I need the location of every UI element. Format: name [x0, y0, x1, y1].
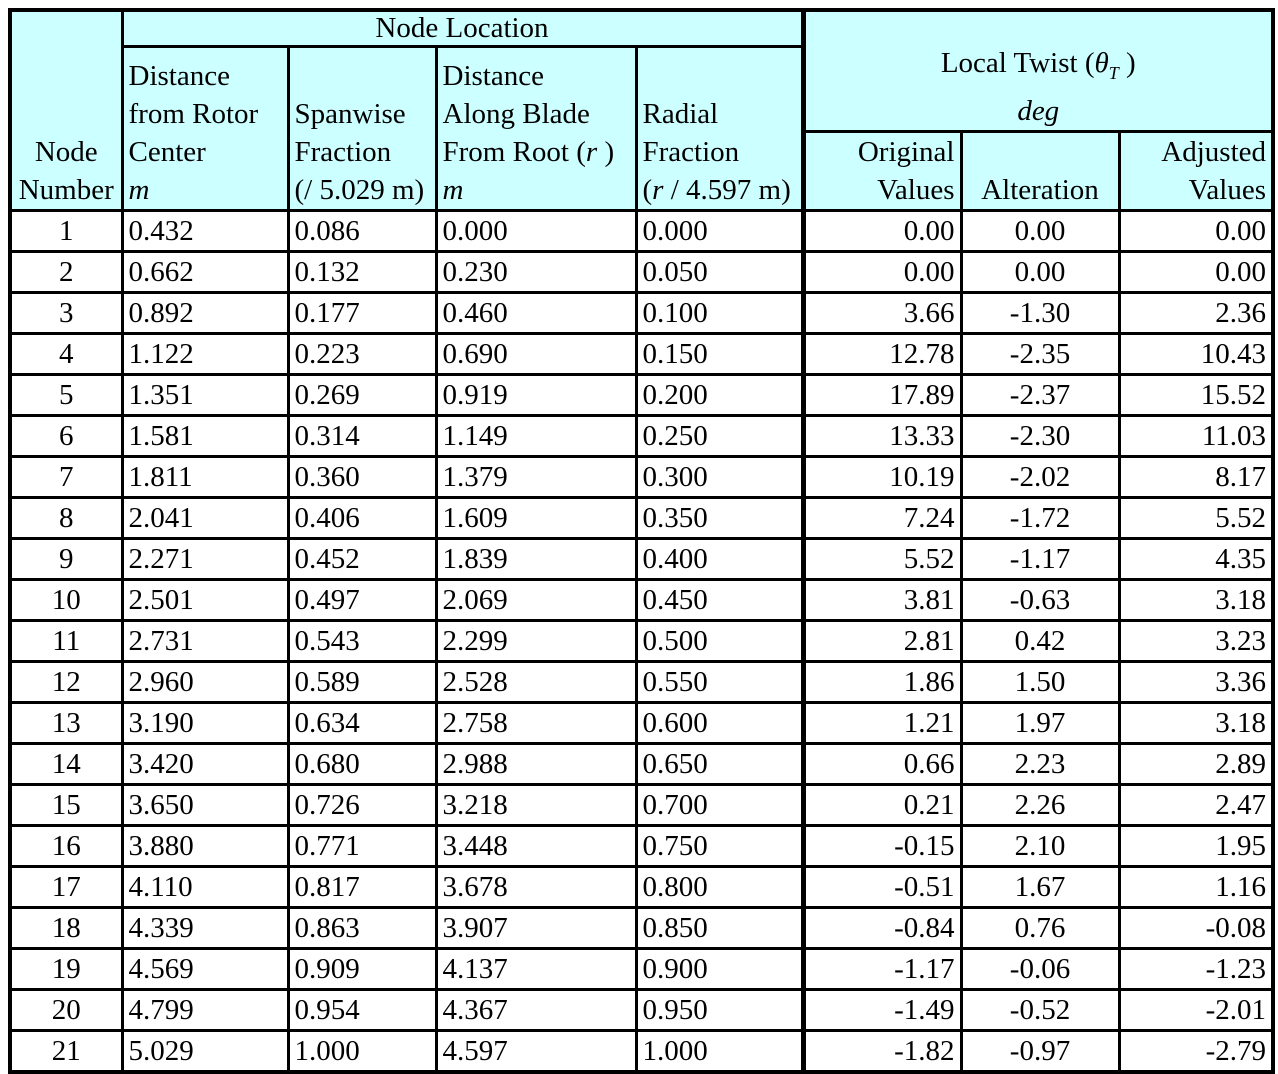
cell-spanwise-fraction: 0.634 — [288, 703, 436, 744]
cell-adjusted-value: 8.17 — [1119, 457, 1273, 498]
cell-spanwise-fraction: 0.589 — [288, 662, 436, 703]
cell-original-value: 0.00 — [803, 252, 961, 293]
cell-alteration: 2.23 — [961, 744, 1119, 785]
cell-adjusted-value: 1.95 — [1119, 826, 1273, 867]
cell-original-value: -1.49 — [803, 990, 961, 1031]
alteration-header — [961, 132, 1119, 211]
table-row — [10, 826, 1273, 867]
cell-distance-blade: 2.758 — [436, 703, 636, 744]
cell-adjusted-value: 2.36 — [1119, 293, 1273, 334]
cell-distance-rotor: 1.811 — [122, 457, 288, 498]
table-row — [10, 990, 1273, 1031]
cell-distance-blade: 0.690 — [436, 334, 636, 375]
cell-spanwise-fraction: 0.909 — [288, 949, 436, 990]
node-number-header — [10, 10, 122, 211]
cell-distance-blade: 1.609 — [436, 498, 636, 539]
cell-adjusted-value: 5.52 — [1119, 498, 1273, 539]
adjusted-line1: Adjusted — [1161, 136, 1266, 168]
cell-original-value: -0.15 — [803, 826, 961, 867]
cell-original-value: -1.82 — [803, 1031, 961, 1073]
cell-spanwise-fraction: 0.132 — [288, 252, 436, 293]
cell-spanwise-fraction: 0.086 — [288, 211, 436, 252]
cell-alteration: -2.30 — [961, 416, 1119, 457]
theta-symbol: θ — [1094, 47, 1109, 80]
cell-alteration: 1.67 — [961, 867, 1119, 908]
table-row — [10, 457, 1273, 498]
cell-distance-blade: 1.379 — [436, 457, 636, 498]
cell-distance-rotor: 4.799 — [122, 990, 288, 1031]
cell-adjusted-value: 11.03 — [1119, 416, 1273, 457]
node-number-line1: Node — [34, 136, 98, 168]
cell-spanwise-fraction: 1.000 — [288, 1031, 436, 1073]
cell-node-number: 1 — [10, 211, 122, 252]
cell-spanwise-fraction: 0.452 — [288, 539, 436, 580]
table-row — [10, 334, 1273, 375]
cell-distance-rotor: 4.569 — [122, 949, 288, 990]
cell-alteration: 1.97 — [961, 703, 1119, 744]
cell-spanwise-fraction: 0.863 — [288, 908, 436, 949]
cell-alteration: -1.30 — [961, 293, 1119, 334]
local-twist-unit: deg — [1017, 95, 1060, 127]
cell-original-value: 5.52 — [803, 539, 961, 580]
table-row — [10, 580, 1273, 621]
cell-adjusted-value: 2.47 — [1119, 785, 1273, 826]
local-twist-close: ) — [1118, 47, 1136, 80]
cell-alteration: -0.63 — [961, 580, 1119, 621]
cell-original-value: 17.89 — [803, 375, 961, 416]
cell-node-number: 16 — [10, 826, 122, 867]
cell-radial-fraction: 0.450 — [636, 580, 803, 621]
alteration-label: Alteration — [981, 174, 1099, 206]
node-location-header: Node Location — [122, 10, 803, 47]
cell-spanwise-fraction: 0.269 — [288, 375, 436, 416]
cell-node-number: 9 — [10, 539, 122, 580]
cell-distance-rotor: 3.190 — [122, 703, 288, 744]
cell-node-number: 13 — [10, 703, 122, 744]
cell-node-number: 8 — [10, 498, 122, 539]
cell-node-number: 7 — [10, 457, 122, 498]
cell-radial-fraction: 0.200 — [636, 375, 803, 416]
cell-distance-rotor: 0.892 — [122, 293, 288, 334]
cell-alteration: -2.35 — [961, 334, 1119, 375]
cell-adjusted-value: 2.89 — [1119, 744, 1273, 785]
cell-original-value: 0.66 — [803, 744, 961, 785]
cell-distance-rotor: 1.581 — [122, 416, 288, 457]
cell-alteration: -0.06 — [961, 949, 1119, 990]
cell-node-number: 11 — [10, 621, 122, 662]
table-row — [10, 252, 1273, 293]
cell-radial-fraction: 0.800 — [636, 867, 803, 908]
cell-distance-blade: 1.149 — [436, 416, 636, 457]
cell-node-number: 19 — [10, 949, 122, 990]
cell-spanwise-fraction: 0.680 — [288, 744, 436, 785]
cell-radial-fraction: 0.100 — [636, 293, 803, 334]
cell-distance-blade: 3.218 — [436, 785, 636, 826]
cell-spanwise-fraction: 0.406 — [288, 498, 436, 539]
table-row — [10, 498, 1273, 539]
original-line2: Values — [877, 174, 955, 206]
table-row — [10, 416, 1273, 457]
cell-node-number: 15 — [10, 785, 122, 826]
cell-original-value: -1.17 — [803, 949, 961, 990]
cell-distance-rotor: 3.420 — [122, 744, 288, 785]
cell-distance-blade: 1.839 — [436, 539, 636, 580]
cell-adjusted-value: 0.00 — [1119, 211, 1273, 252]
distance-blade-line2: Along Blade — [442, 98, 590, 130]
table-row — [10, 949, 1273, 990]
cell-original-value: 0.21 — [803, 785, 961, 826]
distance-rotor-line2: from Rotor — [128, 98, 259, 130]
cell-alteration: -2.37 — [961, 375, 1119, 416]
cell-node-number: 21 — [10, 1031, 122, 1073]
cell-radial-fraction: 0.700 — [636, 785, 803, 826]
cell-radial-fraction: 0.000 — [636, 211, 803, 252]
cell-distance-rotor: 5.029 — [122, 1031, 288, 1073]
table-row — [10, 211, 1273, 252]
cell-distance-rotor: 2.501 — [122, 580, 288, 621]
distance-blade-line3: From Root (r ) — [442, 136, 615, 168]
cell-spanwise-fraction: 0.314 — [288, 416, 436, 457]
cell-spanwise-fraction: 0.954 — [288, 990, 436, 1031]
cell-distance-rotor: 4.110 — [122, 867, 288, 908]
cell-original-value: -0.84 — [803, 908, 961, 949]
original-values-header — [803, 132, 961, 211]
local-twist-prefix: Local Twist ( — [940, 47, 1095, 80]
spanwise-fraction-header — [288, 47, 436, 211]
cell-alteration: 0.42 — [961, 621, 1119, 662]
cell-radial-fraction: 0.850 — [636, 908, 803, 949]
table-row — [10, 867, 1273, 908]
node-number-line2: Number — [18, 174, 114, 206]
cell-adjusted-value: 0.00 — [1119, 252, 1273, 293]
cell-node-number: 10 — [10, 580, 122, 621]
table-row — [10, 908, 1273, 949]
cell-original-value: 0.00 — [803, 211, 961, 252]
cell-spanwise-fraction: 0.360 — [288, 457, 436, 498]
radial-line1: Radial — [642, 98, 719, 130]
cell-adjusted-value: 3.23 — [1119, 621, 1273, 662]
distance-rotor-header — [122, 47, 288, 211]
cell-spanwise-fraction: 0.817 — [288, 867, 436, 908]
cell-radial-fraction: 0.250 — [636, 416, 803, 457]
cell-distance-blade: 4.597 — [436, 1031, 636, 1073]
cell-distance-blade: 2.988 — [436, 744, 636, 785]
radial-line3: (r / 4.597 m) — [642, 174, 791, 206]
cell-alteration: 0.00 — [961, 252, 1119, 293]
cell-distance-blade: 0.230 — [436, 252, 636, 293]
cell-spanwise-fraction: 0.543 — [288, 621, 436, 662]
cell-distance-rotor: 2.731 — [122, 621, 288, 662]
cell-spanwise-fraction: 0.771 — [288, 826, 436, 867]
distance-blade-unit: m — [442, 174, 464, 206]
cell-original-value: 3.81 — [803, 580, 961, 621]
table-row — [10, 293, 1273, 334]
cell-distance-rotor: 0.662 — [122, 252, 288, 293]
radial-fraction-header — [636, 47, 803, 211]
cell-node-number: 14 — [10, 744, 122, 785]
cell-original-value: 12.78 — [803, 334, 961, 375]
cell-radial-fraction: 0.300 — [636, 457, 803, 498]
cell-distance-blade: 3.448 — [436, 826, 636, 867]
cell-node-number: 2 — [10, 252, 122, 293]
cell-distance-blade: 4.367 — [436, 990, 636, 1031]
table-body — [10, 211, 1273, 1073]
cell-alteration: -1.72 — [961, 498, 1119, 539]
cell-distance-rotor: 3.880 — [122, 826, 288, 867]
page — [0, 8, 1278, 1067]
cell-distance-blade: 0.919 — [436, 375, 636, 416]
cell-distance-blade: 0.460 — [436, 293, 636, 334]
cell-alteration: 0.00 — [961, 211, 1119, 252]
cell-alteration: -0.97 — [961, 1031, 1119, 1073]
cell-node-number: 4 — [10, 334, 122, 375]
table-row — [10, 785, 1273, 826]
radial-line2: Fraction — [642, 136, 740, 168]
header-row-groups — [10, 10, 1273, 47]
cell-spanwise-fraction: 0.726 — [288, 785, 436, 826]
cell-alteration: -0.52 — [961, 990, 1119, 1031]
cell-original-value: -0.51 — [803, 867, 961, 908]
cell-alteration: 2.10 — [961, 826, 1119, 867]
cell-radial-fraction: 0.600 — [636, 703, 803, 744]
cell-node-number: 3 — [10, 293, 122, 334]
table-row — [10, 621, 1273, 662]
distance-blade-line1: Distance — [442, 60, 544, 92]
cell-alteration: 0.76 — [961, 908, 1119, 949]
cell-distance-blade: 3.907 — [436, 908, 636, 949]
cell-adjusted-value: -2.01 — [1119, 990, 1273, 1031]
original-line1: Original — [857, 136, 955, 168]
cell-spanwise-fraction: 0.177 — [288, 293, 436, 334]
cell-adjusted-value: 3.18 — [1119, 580, 1273, 621]
cell-radial-fraction: 0.900 — [636, 949, 803, 990]
adjusted-line2: Values — [1188, 174, 1266, 206]
cell-adjusted-value: 10.43 — [1119, 334, 1273, 375]
cell-adjusted-value: -1.23 — [1119, 949, 1273, 990]
table-row — [10, 539, 1273, 580]
cell-distance-rotor: 2.271 — [122, 539, 288, 580]
cell-adjusted-value: 15.52 — [1119, 375, 1273, 416]
cell-distance-rotor: 4.339 — [122, 908, 288, 949]
distance-rotor-line1: Distance — [128, 60, 230, 92]
cell-adjusted-value: 3.18 — [1119, 703, 1273, 744]
cell-spanwise-fraction: 0.223 — [288, 334, 436, 375]
cell-alteration: 2.26 — [961, 785, 1119, 826]
cell-distance-rotor: 3.650 — [122, 785, 288, 826]
table-row — [10, 662, 1273, 703]
table-row — [10, 1031, 1273, 1073]
cell-node-number: 17 — [10, 867, 122, 908]
cell-adjusted-value: -0.08 — [1119, 908, 1273, 949]
cell-spanwise-fraction: 0.497 — [288, 580, 436, 621]
cell-original-value: 3.66 — [803, 293, 961, 334]
cell-distance-blade: 2.299 — [436, 621, 636, 662]
cell-radial-fraction: 0.650 — [636, 744, 803, 785]
cell-original-value: 2.81 — [803, 621, 961, 662]
cell-radial-fraction: 1.000 — [636, 1031, 803, 1073]
distance-rotor-line3: Center — [128, 136, 206, 168]
cell-distance-rotor: 2.041 — [122, 498, 288, 539]
cell-alteration: -2.02 — [961, 457, 1119, 498]
cell-distance-blade: 3.678 — [436, 867, 636, 908]
cell-adjusted-value: 1.16 — [1119, 867, 1273, 908]
cell-distance-rotor: 0.432 — [122, 211, 288, 252]
blade-twist-table — [8, 8, 1275, 1074]
cell-adjusted-value: 4.35 — [1119, 539, 1273, 580]
cell-distance-rotor: 1.351 — [122, 375, 288, 416]
cell-node-number: 18 — [10, 908, 122, 949]
spanwise-line2: Fraction — [294, 136, 392, 168]
cell-alteration: 1.50 — [961, 662, 1119, 703]
spanwise-line1: Spanwise — [294, 98, 406, 130]
cell-original-value: 10.19 — [803, 457, 961, 498]
local-twist-title — [806, 44, 1272, 92]
cell-radial-fraction: 0.050 — [636, 252, 803, 293]
cell-radial-fraction: 0.750 — [636, 826, 803, 867]
table-row — [10, 703, 1273, 744]
cell-adjusted-value: -2.79 — [1119, 1031, 1273, 1073]
cell-distance-rotor: 2.960 — [122, 662, 288, 703]
distance-rotor-unit: m — [128, 174, 150, 206]
cell-radial-fraction: 0.400 — [636, 539, 803, 580]
cell-distance-blade: 0.000 — [436, 211, 636, 252]
cell-radial-fraction: 0.550 — [636, 662, 803, 703]
theta-subscript: T — [1108, 63, 1119, 83]
adjusted-values-header — [1119, 132, 1273, 211]
cell-node-number: 6 — [10, 416, 122, 457]
table-row — [10, 744, 1273, 785]
cell-alteration: -1.17 — [961, 539, 1119, 580]
cell-distance-rotor: 1.122 — [122, 334, 288, 375]
cell-original-value: 7.24 — [803, 498, 961, 539]
cell-distance-blade: 2.069 — [436, 580, 636, 621]
distance-blade-header — [436, 47, 636, 211]
cell-original-value: 1.86 — [803, 662, 961, 703]
cell-radial-fraction: 0.950 — [636, 990, 803, 1031]
cell-original-value: 13.33 — [803, 416, 961, 457]
cell-node-number: 5 — [10, 375, 122, 416]
cell-adjusted-value: 3.36 — [1119, 662, 1273, 703]
cell-node-number: 12 — [10, 662, 122, 703]
table-row — [10, 375, 1273, 416]
local-twist-header — [803, 10, 1273, 132]
cell-distance-blade: 4.137 — [436, 949, 636, 990]
cell-radial-fraction: 0.350 — [636, 498, 803, 539]
cell-radial-fraction: 0.500 — [636, 621, 803, 662]
cell-radial-fraction: 0.150 — [636, 334, 803, 375]
cell-node-number: 20 — [10, 990, 122, 1031]
spanwise-line3: (/ 5.029 m) — [294, 174, 425, 206]
cell-original-value: 1.21 — [803, 703, 961, 744]
cell-distance-blade: 2.528 — [436, 662, 636, 703]
